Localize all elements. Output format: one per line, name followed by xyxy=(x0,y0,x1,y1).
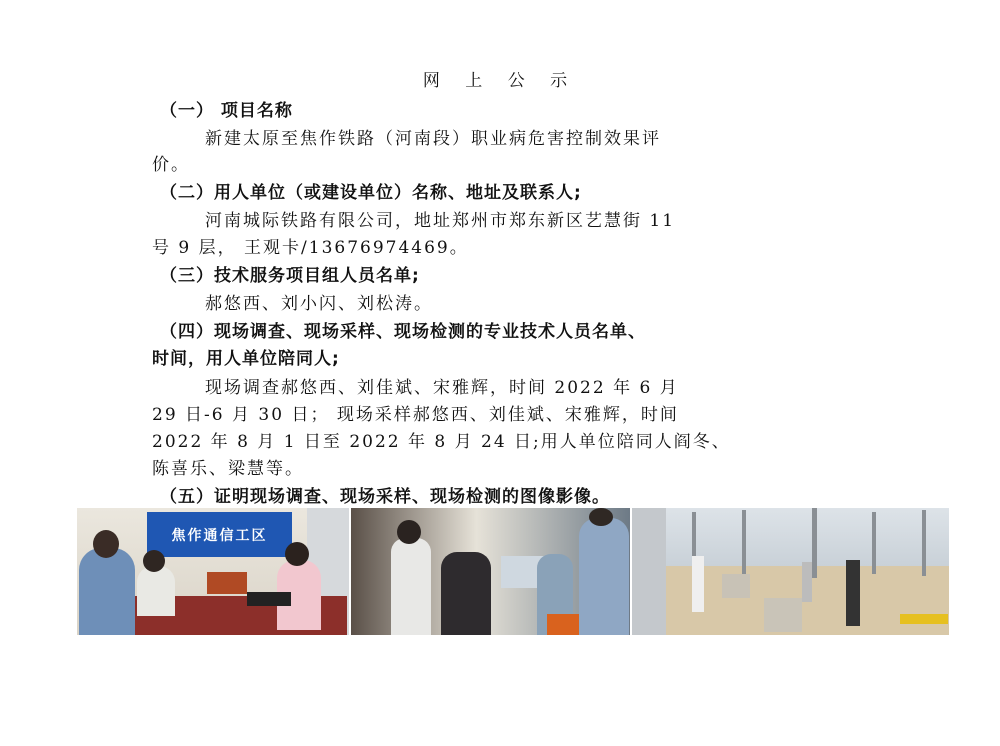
section-2-body-line-2: 号 9 层， 王观卡/13676974469。 xyxy=(152,238,469,258)
section-4-body-line-2: 29 日-6 月 30 日； 现场采样郝悠西、刘佳斌、宋雅辉，时间 xyxy=(152,405,679,425)
photo-site-investigation xyxy=(77,508,349,635)
section-3-body-line-1: 郝悠西、刘小闪、刘松涛。 xyxy=(205,294,433,314)
section-4-heading-line-1: （四）现场调查、现场采样、现场检测的专业技术人员名单、 xyxy=(160,322,646,342)
section-4-body-line-4: 陈喜乐、梁慧等。 xyxy=(152,459,304,479)
section-1-body-line-1: 新建太原至焦作铁路（河南段）职业病危害控制效果评 xyxy=(205,129,661,149)
section-2-body-line-1: 河南城际铁路有限公司，地址郑州市郑东新区艺慧街 11 xyxy=(205,211,676,231)
section-3-heading: （三）技术服务项目组人员名单; xyxy=(160,266,420,286)
section-5-heading: （五）证明现场调查、现场采样、现场检测的图像影像。 xyxy=(160,487,610,507)
section-4-body-line-1: 现场调查郝悠西、刘佳斌、宋雅辉，时间 2022 年 6 月 xyxy=(205,378,679,398)
photo-site-detection xyxy=(632,508,949,635)
section-4-body-line-3: 2022 年 8 月 1 日至 2022 年 8 月 24 日;用人单位陪同人阎冬、 xyxy=(152,432,731,452)
photo-site-sampling xyxy=(351,508,630,635)
office-sign: 焦作通信工区 xyxy=(147,512,292,557)
photo-strip xyxy=(77,508,949,635)
section-1-body-line-2: 价。 xyxy=(152,155,190,175)
section-4-heading-line-2: 时间，用人单位陪同人; xyxy=(152,349,340,369)
section-1-heading: （一） 项目名称 xyxy=(160,101,293,121)
document-title: 网 上 公 示 xyxy=(422,71,578,91)
section-2-heading: （二）用人单位（或建设单位）名称、地址及联系人; xyxy=(160,183,582,203)
